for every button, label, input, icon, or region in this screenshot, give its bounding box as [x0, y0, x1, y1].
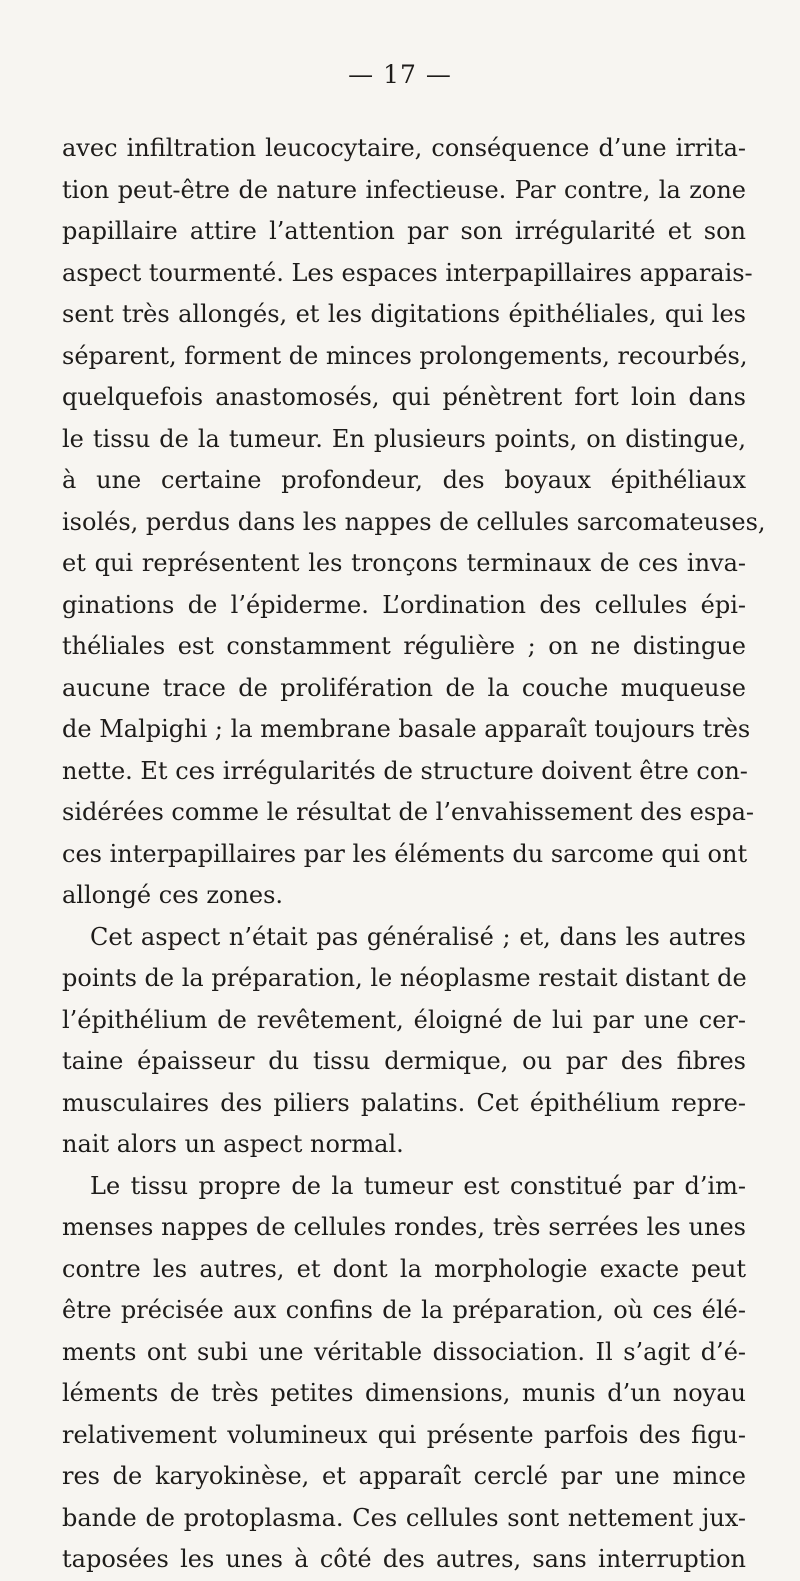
text-line: musculaires des piliers palatins. Cet épithélium repre- [62, 1088, 746, 1117]
text-line: à une certaine profondeur, des boyaux épithéliaux [62, 466, 746, 494]
text-line: théliales est constamment régulière ; on ne distingue [62, 632, 746, 660]
text-line: papillaire attire l’attention par son irrégularité et son [62, 217, 746, 245]
text-line: nette. Et ces irrégularités de structure doivent être con- [62, 756, 748, 785]
text-line: avec infiltration leucocytaire, conséquence d’une irrita- [62, 134, 746, 162]
text-line: ces interpapillaires par les éléments du sarcome qui ont [62, 839, 748, 868]
text-line: sent très allongés, et les digitations épithéliales, qui les [62, 300, 746, 328]
text-line: l’épithélium de revêtement, éloigné de lui par une cer- [62, 1005, 746, 1034]
text-line: séparent, forment de minces prolongements, recourbés, [62, 341, 748, 370]
text-line: léments de très petites dimensions, munis d’un noyau [62, 1379, 746, 1407]
text-line: aucune trace de prolifération de la couche muqueuse [62, 673, 746, 702]
text-line: ments ont subi une véritable dissociation. Il s’agit d’é- [62, 1337, 746, 1366]
page-number: — 17 — [348, 60, 452, 89]
text-line: tion peut-être de nature infectieuse. Par contre, la zone [62, 175, 746, 204]
text-line: res de karyokinèse, et apparaît cerclé par une mince [62, 1462, 746, 1490]
text-line: menses nappes de cellules rondes, très serrées les unes [62, 1213, 746, 1241]
text-line: taine épaisseur du tissu dermique, ou par des fibres [62, 1047, 746, 1075]
text-line: et qui représentent les tronçons terminaux de ces inva- [62, 549, 746, 577]
text-line: nait alors un aspect normal. [62, 1130, 404, 1158]
text-line: allongé ces zones. [62, 881, 284, 909]
text-line: relativement volumineux qui présente parfois des figu- [62, 1420, 746, 1449]
body-text [62, 128, 766, 1581]
text-line: sidérées comme le résultat de l’envahissement des espa- [62, 798, 754, 826]
text-line: Le tissu propre de la tumeur est constitué par d’im- [90, 1171, 746, 1200]
text-line: taposées les unes à côté des autres, sans interruption [62, 1545, 746, 1573]
text-line: aspect tourmenté. Les espaces interpapillaires apparais- [62, 258, 753, 287]
text-line: être précisée aux confins de la préparation, où ces élé- [62, 1296, 746, 1324]
text-line: Cet aspect n’était pas généralisé ; et, dans les autres [90, 922, 746, 951]
text-line: bande de protoplasma. Ces cellules sont nettement jux- [62, 1503, 746, 1532]
text-line: isolés, perdus dans les nappes de cellules sarcomateuses, [62, 507, 766, 536]
text-line: ginations de l’épiderme. L’ordination des cellules épi- [62, 590, 746, 619]
text-line: points de la préparation, le néoplasme restait distant de [62, 964, 747, 992]
text-line: contre les autres, et dont la morphologie exacte peut [62, 1254, 746, 1283]
text-line: quelquefois anastomosés, qui pénètrent fort loin dans [62, 383, 746, 411]
text-line: de Malpighi ; la membrane basale apparaît toujours très [62, 715, 751, 743]
text-line: le tissu de la tumeur. En plusieurs points, on distingue, [62, 424, 746, 453]
